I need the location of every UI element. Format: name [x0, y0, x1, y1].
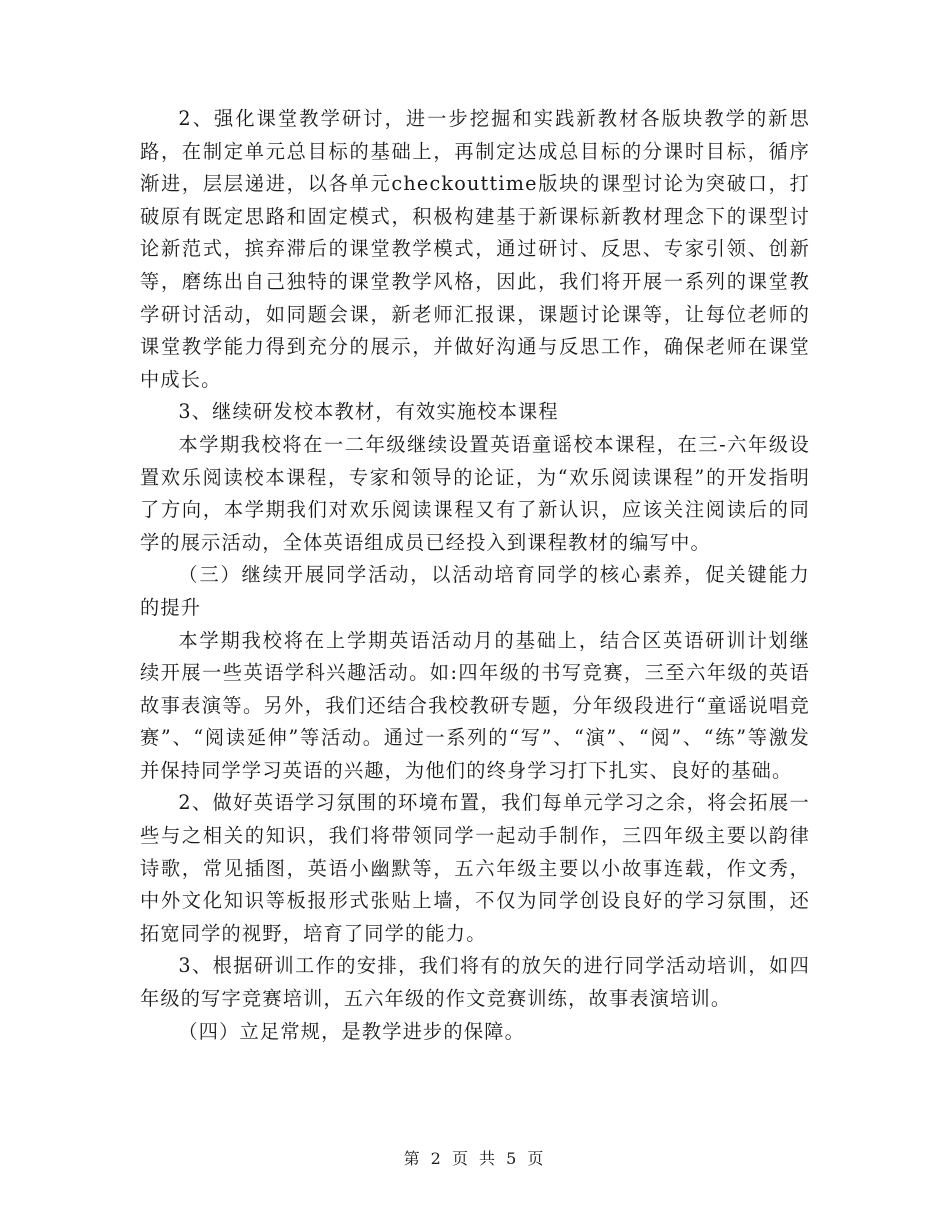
- paragraph-environment: 2、做好英语学习氛围的环境布置，我们每单元学习之余，将会拓展一些与之相关的知识，我们将带领同学一起动手制作，三四年级主要以韵律诗歌，常见插图，英语小幽默等，五六年级主要以小故事连载，作文秀，中外文化知识等板报形式张贴上墙，不仅为同学创设良好的学习氛围，还拓宽同学的视野，培育了同学的能力。: [140, 791, 810, 945]
- paragraph-research: 2、强化课堂教学研讨，进一步挖掘和实践新教材各版块教学的新思路，在制定单元总目标的基础上，再制定达成总目标的分课时目标，循序渐进，层层递进，以各单元checkouttime版块的课型讨论为突破口，打破原有既定思路和固定模式，积极构建基于新课标新教材理念下的课型讨论新范式，摈弃滞后的课堂教学模式，通过研讨、反思、专家引领、创新等，磨练出自己独特的课堂教学风格，因此，我们将开展一系列的课堂教学研讨活动，如同题会课，新老师汇报课，课题讨论课等，让每位老师的课堂教学能力得到充分的展示，并做好沟通与反思工作，确保老师在课堂中成长。: [140, 107, 810, 391]
- paragraph-heading-routine: （四）立足常规，是教学进步的保障。: [178, 1019, 525, 1043]
- paragraph-school-course: 本学期我校将在一二年级继续设置英语童谣校本课程，在三-六年级设置欢乐阅读校本课程，专家和领导的论证，为“欢乐阅读课程”的开发指明了方向，本学期我们对欢乐阅读课程又有了新认识，应该关注阅读后的同学的展示活动，全体英语组成员已经投入到课程教材的编写中。: [140, 432, 810, 554]
- document-body: [140, 103, 810, 1048]
- paragraph-heading-school-textbook: 3、继续研发校本教材，有效实施校本课程: [178, 400, 559, 424]
- page-footer: 第 2 页 共 5 页: [403, 1149, 547, 1168]
- paragraph-training: 3、根据研训工作的安排，我们将有的放矢的进行同学活动培训，如四年级的写字竞赛培训，五六年级的作文竞赛训练，故事表演培训。: [140, 954, 810, 1011]
- paragraph-activities: 本学期我校将在上学期英语活动月的基础上，结合区英语研训计划继续开展一些英语学科兴趣活动。如:四年级的书写竞赛，三至六年级的英语故事表演等。另外，我们还结合我校教研专题，分年级段进行“童谣说唱竞赛”、“阅读延伸”等活动。通过一系列的“写”、“演”、“阅”、“练”等激发并保持同学学习英语的兴趣，为他们的终身学习打下扎实、良好的基础。: [140, 628, 810, 782]
- paragraph-heading-student-activities: （三）继续开展同学活动，以活动培育同学的核心素养，促关键能力的提升: [140, 563, 810, 619]
